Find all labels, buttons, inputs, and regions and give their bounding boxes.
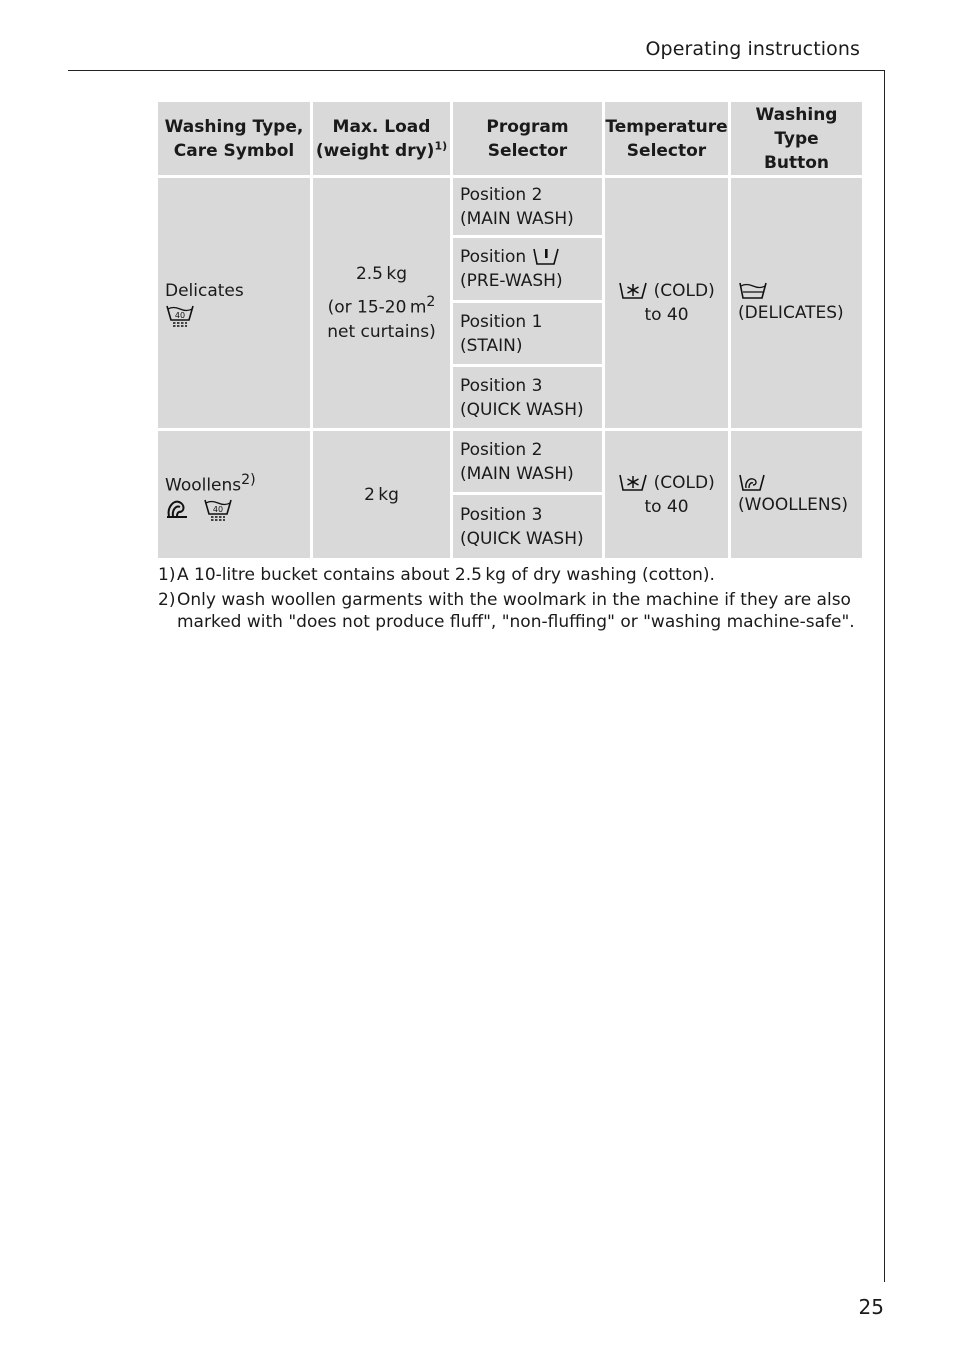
header-max-load	[313, 102, 450, 175]
superscript: 2	[426, 294, 436, 311]
delicates-position-main-wash	[453, 178, 602, 235]
header-text-with-note	[316, 139, 447, 163]
position-label: Position 3	[460, 504, 543, 525]
footnote-number: 1)	[158, 565, 176, 585]
temp-cold-label: (COLD)	[653, 281, 715, 301]
side-rule	[884, 70, 885, 1282]
footnotes	[158, 564, 858, 636]
load-value: 2.5 kg	[355, 264, 408, 285]
wash-40-delicate-icon	[165, 303, 310, 327]
delicates-temperature-cell	[605, 178, 728, 428]
temp-range: to 40	[644, 496, 689, 517]
position-mode: (MAIN WASH)	[460, 463, 574, 484]
load-alt-note: net curtains)	[327, 321, 436, 342]
load-alt-text: (or 15-20 m	[327, 297, 427, 318]
header-text: Selector	[626, 140, 707, 161]
header-text: (weight dry)	[315, 140, 435, 161]
delicates-position-quick-wash	[453, 367, 602, 428]
delicates-position-stain	[453, 303, 602, 364]
footnote-text: Only wash woollen garments with the woolmark in the machine if they are also marked with "does not produce fluff", "non-fluffing" or "washing machine-safe".	[177, 590, 855, 632]
load-alt	[328, 290, 436, 320]
footnote-ref: 1)	[434, 138, 448, 152]
woollens-care-icons	[165, 497, 310, 521]
position-label-with-icon	[460, 245, 602, 269]
temp-range: to 40	[644, 305, 689, 325]
temp-cold	[618, 471, 714, 495]
position-mode: (MAIN WASH)	[460, 208, 574, 229]
delicates-type-cell	[158, 178, 310, 428]
footnote-ref: 2)	[241, 471, 256, 488]
woollens-button-cell	[731, 431, 862, 558]
header-text: Button	[763, 152, 830, 173]
delicates-load-cell	[313, 178, 450, 428]
delicates-tub-icon	[738, 281, 862, 301]
header-washing-type	[158, 102, 310, 175]
woollens-label-with-note	[165, 468, 310, 498]
load-value: 2 kg	[364, 484, 399, 505]
position-mode: (QUICK WASH)	[460, 528, 584, 549]
position-label: Position 2	[460, 184, 543, 205]
woollens-temperature-cell	[605, 431, 728, 558]
wash-program-table	[158, 102, 859, 557]
header-text: Temperature	[605, 116, 728, 137]
header-program-selector	[453, 102, 602, 175]
woollens-tub-icon	[738, 473, 862, 493]
header-text: Care Symbol	[173, 140, 295, 161]
footnote-1	[158, 564, 858, 586]
footnote-text: A 10-litre bucket contains about 2.5 kg of dry washing (cotton).	[177, 565, 715, 585]
delicates-button-label: (DELICATES)	[738, 303, 844, 323]
position-mode: (QUICK WASH)	[460, 399, 584, 420]
header-text: Washing Type	[755, 104, 838, 149]
cold-wash-icon	[618, 281, 648, 301]
cold-wash-icon	[618, 473, 648, 493]
svg-text:40: 40	[212, 505, 224, 515]
position-mode: (STAIN)	[460, 335, 523, 356]
page-number: 25	[858, 1295, 884, 1319]
position-label: Position	[460, 247, 527, 267]
header-washing-type-button	[731, 102, 862, 175]
woollens-button-label: (WOOLLENS)	[738, 494, 849, 515]
woollens-position-quick-wash	[453, 495, 602, 558]
position-label: Position 3	[460, 375, 543, 396]
delicates-position-pre-wash	[453, 238, 602, 300]
woollens-type-cell	[158, 431, 310, 558]
footnote-2	[158, 589, 858, 633]
page-header-title: Operating instructions	[645, 38, 860, 60]
wash-40-delicate-icon	[203, 497, 233, 521]
header-text: Selector	[487, 140, 568, 161]
prewash-tub-icon	[532, 247, 560, 267]
header-text: Washing Type,	[164, 116, 304, 137]
svg-text:40: 40	[174, 311, 186, 320]
header-temperature-selector	[605, 102, 728, 175]
temp-cold	[618, 279, 714, 303]
position-label: Position 2	[460, 439, 543, 460]
woollens-position-main-wash	[453, 431, 602, 492]
woolmark-icon	[165, 498, 189, 520]
delicates-label: Delicates	[165, 281, 244, 301]
temp-cold-label: (COLD)	[653, 472, 715, 493]
position-mode: (PRE-WASH)	[460, 271, 563, 291]
delicates-button-cell	[731, 178, 862, 428]
header-rule	[68, 70, 885, 71]
woollens-label: Woollens	[165, 475, 242, 496]
footnote-number: 2)	[158, 590, 176, 610]
header-text: Program	[486, 116, 569, 137]
header-text: Max. Load	[332, 116, 431, 137]
position-label: Position 1	[460, 311, 543, 332]
woollens-load-cell	[313, 431, 450, 558]
